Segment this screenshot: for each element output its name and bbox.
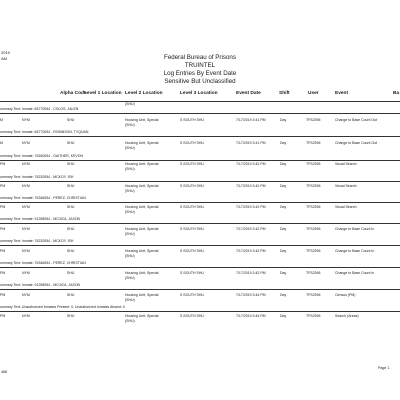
event-cell: Change to Base Count In (335, 271, 375, 275)
event-date-cell: 7/17/2019 3:44 PM (236, 314, 266, 318)
event-date-cell: 7/17/2019 3:42 PM (236, 205, 266, 209)
alpha-code-cell: NYM (22, 141, 30, 145)
level2-location-continued: (SHU) (125, 102, 135, 106)
summary-line: ummary Text: Inmate: 91258054 - MOJICA, JASON (0, 283, 81, 287)
summary-line: ummary Text: Inmate: 91258054 - MOJICA, JASON (0, 217, 81, 221)
column-header: Shift (279, 91, 290, 96)
level3-location-cell: S SOUTH SHU (180, 205, 204, 209)
column-header: Event (335, 91, 349, 96)
user-cell: TFS2396 (306, 184, 321, 188)
level3-location-cell: S SOUTH SHU (180, 227, 204, 231)
row-rule (0, 113, 400, 114)
time-cell: PM (0, 249, 6, 253)
header-rule (0, 101, 400, 102)
row-rule (0, 136, 400, 137)
summary-line: ummary Text: Inmate: 76346054 - PEREZ, CHRISTIAN (0, 261, 86, 265)
shift-cell: Day (280, 184, 287, 188)
column-header: Level 1 Location (84, 91, 122, 96)
level1-location-cell: SHU (67, 293, 75, 297)
level1-location-cell: SHU (67, 162, 75, 166)
report-header (120, 54, 280, 86)
event-date-cell: 7/17/2019 3:42 PM (236, 271, 266, 275)
level3-location-cell: S SOUTH SHU (180, 141, 204, 145)
summary-line: ummary Text: Inmate: 65770054 - COLOS, JALEN (0, 107, 79, 111)
event-cell: Search (Areas) (335, 314, 359, 318)
level3-location-cell: S SOUTH SHU (180, 293, 204, 297)
row-rule (0, 181, 400, 182)
level2-location-cell-line2: (SHU) (125, 254, 135, 258)
alpha-code-cell: NYM (22, 271, 30, 275)
level1-location-cell: SHU (67, 314, 75, 318)
level2-location-cell: Housing Unit, Special (125, 184, 159, 188)
alpha-code-cell: NYM (22, 227, 30, 231)
level2-location-cell-line2: (SHU) (125, 298, 135, 302)
event-cell: Visual Search (335, 184, 357, 188)
user-cell: TFS2396 (306, 293, 321, 297)
level2-location-cell-line2: (SHU) (125, 167, 135, 171)
shift-cell: Day (280, 118, 287, 122)
summary-line: ummary Text: Inmate: 76232054 - MCKOY, ISH (0, 239, 74, 243)
summary-line: ummary Text: Inmate: 76346054 - PEREZ, CHRISTIAN (0, 196, 86, 200)
event-date-cell: 7/17/2019 3:41 PM (236, 141, 266, 145)
row-rule (0, 311, 400, 312)
level3-location-cell: S SOUTH SHU (180, 249, 204, 253)
column-header-row (0, 91, 400, 101)
shift-cell: Day (280, 205, 287, 209)
time-cell: PM (0, 184, 6, 188)
alpha-code-cell: NYM (22, 249, 30, 253)
alpha-code-cell: NYM (22, 184, 30, 188)
event-cell: Visual Search (335, 205, 357, 209)
event-cell: Visual Search (335, 162, 357, 166)
level1-location-cell: SHU (67, 141, 75, 145)
footer-report-id: 488 (1, 370, 7, 374)
user-cell: TFS2396 (306, 162, 321, 166)
column-header: Level 3 Location (180, 91, 218, 96)
summary-line: ummary Text: Inmate: 76232054 - MCKOY, ISH (0, 175, 74, 179)
level2-location-cell: Housing Unit, Special (125, 271, 159, 275)
level1-location-cell: SHU (67, 227, 75, 231)
alpha-code-cell: NYM (22, 162, 30, 166)
level3-location-cell: S SOUTH SHU (180, 184, 204, 188)
alpha-code-cell: NYM (22, 205, 30, 209)
time-cell: PM (0, 205, 6, 209)
time-cell: PM (0, 314, 6, 318)
event-cell: Census (PM) (335, 293, 356, 297)
level2-location-cell-line2: (SHU) (125, 232, 135, 236)
level3-location-cell: S SOUTH SHU (180, 118, 204, 122)
level2-location-cell-line2: (SHU) (125, 189, 135, 193)
level1-location-cell: SHU (67, 249, 75, 253)
event-cell: Change to Base Count In (335, 227, 375, 231)
level2-location-cell: Housing Unit, Special (125, 141, 159, 145)
event-date-cell: 7/17/2019 3:44 PM (236, 293, 266, 297)
alpha-code-cell: NYM (22, 314, 30, 318)
row-rule (0, 289, 400, 290)
level1-location-cell: SHU (67, 118, 75, 122)
time-cell: PM (0, 162, 6, 166)
level2-location-cell: Housing Unit, Special (125, 314, 159, 318)
level2-location-cell-line2: (SHU) (125, 210, 135, 214)
level2-location-cell: Housing Unit, Special (125, 249, 159, 253)
time-cell: M (0, 118, 3, 122)
agency-name: Federal Bureau of Prisons (164, 54, 236, 61)
system-name: TRUINTEL (184, 62, 216, 69)
report-title: Log Entries By Event Date (163, 70, 237, 77)
event-date-cell: 7/17/2019 3:42 PM (236, 227, 266, 231)
page-number: Page 1 (378, 366, 390, 370)
level2-location-cell-line2: (SHU) (125, 146, 135, 150)
event-cell: Change to Base Count Out (335, 118, 378, 122)
shift-cell: Day (280, 249, 287, 253)
level1-location-cell: SHU (67, 271, 75, 275)
time-cell: PM (0, 293, 6, 297)
user-cell: TFS2396 (306, 205, 321, 209)
column-header: Alpha Code (60, 91, 87, 96)
print-date-fragment: 2019 (1, 50, 10, 55)
event-date-cell: 7/17/2019 3:42 PM (236, 162, 266, 166)
row-rule (0, 202, 400, 203)
shift-cell: Day (280, 271, 287, 275)
event-date-cell: 7/17/2019 3:42 PM (236, 184, 266, 188)
user-cell: TFS2396 (306, 271, 321, 275)
column-header: Event Date (236, 91, 261, 96)
shift-cell: Day (280, 162, 287, 166)
shift-cell: Day (280, 227, 287, 231)
shift-cell: Day (280, 314, 287, 318)
column-header: Ba (393, 91, 400, 96)
shift-cell: Day (280, 141, 287, 145)
level3-location-cell: S SOUTH SHU (180, 162, 204, 166)
level2-location-cell: Housing Unit, Special (125, 227, 159, 231)
time-cell: PM (0, 227, 6, 231)
summary-line: ummary Text: Unauthorized Inmates Present: 0, Unauthorized Inmates Absent: 0 (0, 305, 125, 309)
event-date-cell: 7/17/2019 3:42 PM (236, 249, 266, 253)
row-rule (0, 160, 400, 161)
alpha-code-cell: NYM (22, 293, 30, 297)
row-rule (0, 267, 400, 268)
event-cell: Change to Base Count In (335, 249, 375, 253)
event-cell: Change to Base Count Out (335, 141, 378, 145)
user-cell: TFS2396 (306, 314, 321, 318)
level2-location-cell: Housing Unit, Special (125, 293, 159, 297)
user-cell: TFS2396 (306, 118, 321, 122)
shift-cell: Day (280, 293, 287, 297)
level2-location-cell-line2: (SHU) (125, 319, 135, 323)
time-cell: M (0, 141, 3, 145)
level2-location-cell-line2: (SHU) (125, 276, 135, 280)
summary-line: ummary Text: Inmate: 76180054 - GAITHER, KEVON (0, 154, 83, 158)
alpha-code-cell: NYM (22, 118, 30, 122)
user-cell: TFS2396 (306, 227, 321, 231)
level2-location-cell: Housing Unit, Special (125, 162, 159, 166)
level2-location-cell: Housing Unit, Special (125, 205, 159, 209)
time-cell: PM (0, 271, 6, 275)
row-rule (0, 245, 400, 246)
row-rule (0, 223, 400, 224)
event-date-cell: 7/17/2019 3:41 PM (236, 118, 266, 122)
summary-line: ummary Text: Inmate: 65770054 - ROBINSON, TYQUAN (0, 130, 89, 134)
column-header: User (308, 91, 319, 96)
level2-location-cell: Housing Unit, Special (125, 118, 159, 122)
print-time-fragment: AM (1, 56, 7, 61)
level1-location-cell: SHU (67, 205, 75, 209)
level1-location-cell: SHU (67, 184, 75, 188)
user-cell: TFS2396 (306, 141, 321, 145)
level3-location-cell: S SOUTH SHU (180, 314, 204, 318)
classification-label: Sensitive But Unclassified (164, 78, 236, 85)
level2-location-cell-line2: (SHU) (125, 123, 135, 127)
print-timestamp (1, 50, 10, 62)
level3-location-cell: S SOUTH SHU (180, 271, 204, 275)
user-cell: TFS2396 (306, 249, 321, 253)
column-header: Level 2 Location (125, 91, 163, 96)
